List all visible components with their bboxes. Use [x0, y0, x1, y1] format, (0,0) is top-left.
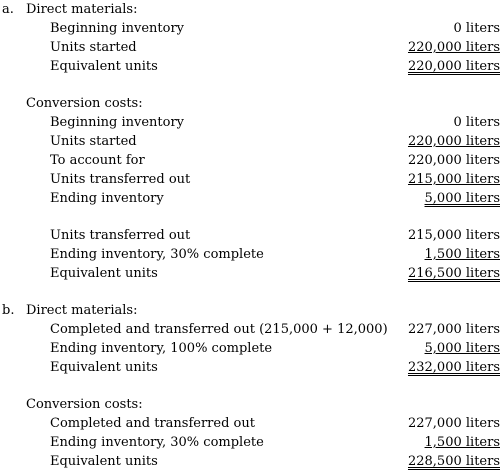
row-value: 5,000 liters: [424, 341, 500, 356]
table-row: [0, 414, 504, 433]
table-row: [0, 151, 504, 170]
row-label: Units started: [50, 134, 137, 149]
row-label: Ending inventory, 30% complete: [50, 247, 264, 262]
table-row: [0, 320, 504, 339]
row-label: Equivalent units: [50, 59, 158, 74]
part-a-direct-materials-heading-row: [0, 0, 504, 19]
conversion-costs-heading-row: [0, 395, 504, 414]
row-label: Completed and transferred out (215,000 + 12,000): [50, 322, 388, 337]
row-value: 220,000 liters: [407, 153, 500, 168]
row-value: 1,500 liters: [424, 247, 500, 262]
table-row: [0, 170, 504, 189]
conversion-costs-heading-row: [0, 94, 504, 113]
row-value: 227,000 liters: [407, 322, 500, 337]
row-value: 220,000 liters: [407, 40, 500, 55]
table-row: [0, 132, 504, 151]
row-value: 5,000 liters: [424, 191, 500, 206]
row-label: Ending inventory: [50, 191, 164, 206]
part-b-direct-materials-heading-row: [0, 301, 504, 320]
row-label: Equivalent units: [50, 360, 158, 375]
table-row: [0, 113, 504, 132]
row-value: 232,000 liters: [407, 360, 500, 375]
row-label: Beginning inventory: [50, 21, 185, 36]
part-b-letter: b.: [2, 303, 15, 318]
row-value: 1,500 liters: [424, 435, 500, 450]
table-row: [0, 245, 504, 264]
table-row: [0, 433, 504, 452]
table-row: [0, 226, 504, 245]
row-value: 216,500 liters: [407, 266, 500, 281]
row-value: 0 liters: [453, 115, 500, 130]
conversion-costs-heading: Conversion costs:: [26, 397, 143, 412]
row-label: Equivalent units: [50, 266, 158, 281]
part-a-letter: a.: [2, 2, 14, 17]
direct-materials-heading: Direct materials:: [26, 303, 138, 318]
row-label: Ending inventory, 30% complete: [50, 435, 264, 450]
direct-materials-heading: Direct materials:: [26, 2, 138, 17]
row-value: 215,000 liters: [407, 228, 500, 243]
table-row: [0, 452, 504, 471]
row-label: Completed and transferred out: [50, 416, 255, 431]
row-value: 220,000 liters: [407, 59, 500, 74]
row-label: Units transferred out: [50, 172, 191, 187]
row-label: To account for: [50, 153, 145, 168]
row-value: 220,000 liters: [407, 134, 500, 149]
row-value: 227,000 liters: [407, 416, 500, 431]
row-label: Beginning inventory: [50, 115, 185, 130]
row-label: Units started: [50, 40, 137, 55]
table-row: [0, 19, 504, 38]
table-row: [0, 264, 504, 283]
row-label: Equivalent units: [50, 454, 158, 469]
table-row: [0, 38, 504, 57]
table-row: [0, 339, 504, 358]
row-value: 228,500 liters: [407, 454, 500, 469]
row-label: Units transferred out: [50, 228, 191, 243]
row-label: Ending inventory, 100% complete: [50, 341, 273, 356]
table-row: [0, 358, 504, 377]
table-row: [0, 57, 504, 76]
conversion-costs-heading: Conversion costs:: [26, 96, 143, 111]
table-row: [0, 189, 504, 208]
row-value: 215,000 liters: [407, 172, 500, 187]
row-value: 0 liters: [453, 21, 500, 36]
